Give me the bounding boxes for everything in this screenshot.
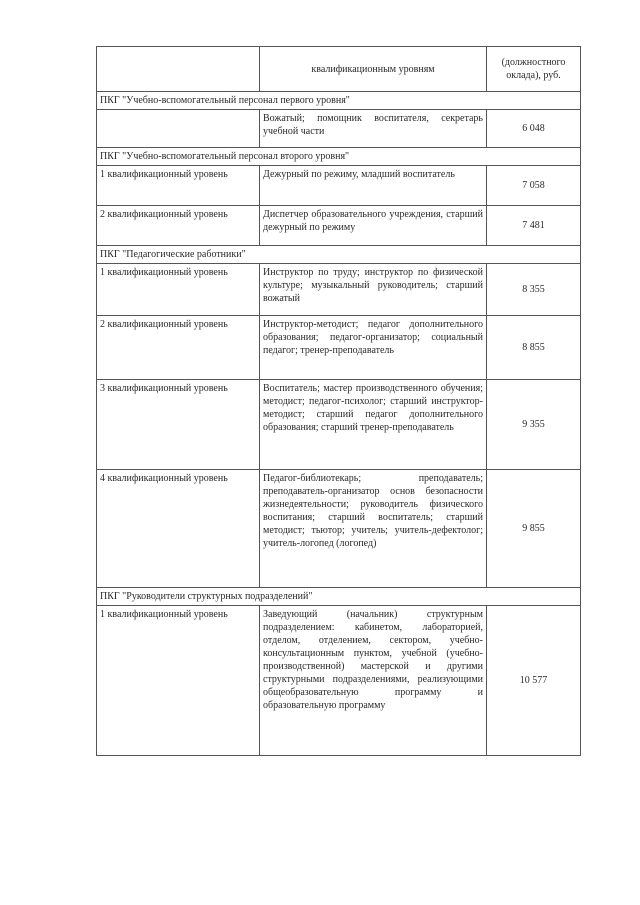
table-row [97,206,581,246]
positions-cell: Инструктор по труду; инструктор по физической культуре; музыкальный руководитель; старший вожатый [260,264,487,316]
table-row [97,606,581,756]
group-title: ПКГ "Учебно-вспомогательный персонал первого уровня" [97,92,581,110]
salary-cell: 8 855 [487,316,581,380]
positions-cell: Заведующий (начальник) структурным подразделением: кабинетом, лабораторией, отделом, отделением, сектором, учебно-консультационным пунктом, учебной (учебно-производственной) мастерской и другими структурными подразделениями, реализующими общеобразовательную программу и образовательную программу [260,606,487,756]
group-title: ПКГ "Руководители структурных подразделений" [97,588,581,606]
level-cell: 2 квалификационный уровень [97,206,260,246]
salary-cell: 9 355 [487,380,581,470]
group-title: ПКГ "Учебно-вспомогательный персонал второго уровня" [97,148,581,166]
level-cell: 1 квалификационный уровень [97,166,260,206]
salary-cell: 9 855 [487,470,581,588]
header-cell-level [97,47,260,92]
level-cell: 3 квалификационный уровень [97,380,260,470]
table-row [97,316,581,380]
positions-cell: Дежурный по режиму, младший воспитатель [260,166,487,206]
positions-cell: Инструктор-методист; педагог дополнительного образования; педагог-организатор; социальный педагог; тренер-преподаватель [260,316,487,380]
group-title-row [97,148,581,166]
group-title-row [97,246,581,264]
positions-cell: Диспетчер образовательного учреждения, старший дежурный по режиму [260,206,487,246]
salary-table [96,46,581,756]
table-row [97,110,581,148]
table-row [97,166,581,206]
group-title-row [97,92,581,110]
salary-cell: 7 058 [487,166,581,206]
positions-cell: Вожатый; помощник воспитателя, секретарь учебной части [260,110,487,148]
salary-cell: 10 577 [487,606,581,756]
level-cell: 1 квалификационный уровень [97,606,260,756]
table-row [97,264,581,316]
table-row [97,380,581,470]
salary-cell: 7 481 [487,206,581,246]
level-cell: 4 квалификационный уровень [97,470,260,588]
table-row [97,470,581,588]
level-cell: 2 квалификационный уровень [97,316,260,380]
group-title: ПКГ "Педагогические работники" [97,246,581,264]
group-title-row [97,588,581,606]
level-cell: 1 квалификационный уровень [97,264,260,316]
table-header-row [97,47,581,92]
positions-cell: Педагог-библиотекарь; преподаватель; преподаватель-организатор основ безопасности жизнедеятельности; руководитель физического воспитания; старший воспитатель; старший методист; тьютор; учитель; учитель-дефектолог; учитель-логопед (логопед) [260,470,487,588]
header-cell-salary: (должностного оклада), руб. [487,47,581,92]
positions-cell: Воспитатель; мастер производственного обучения; методист; педагог-психолог; старший инструктор-методист; старший педагог дополнительного образования; старший тренер-преподаватель [260,380,487,470]
level-cell [97,110,260,148]
salary-cell: 6 048 [487,110,581,148]
salary-cell: 8 355 [487,264,581,316]
header-cell-positions: квалификационным уровням [260,47,487,92]
